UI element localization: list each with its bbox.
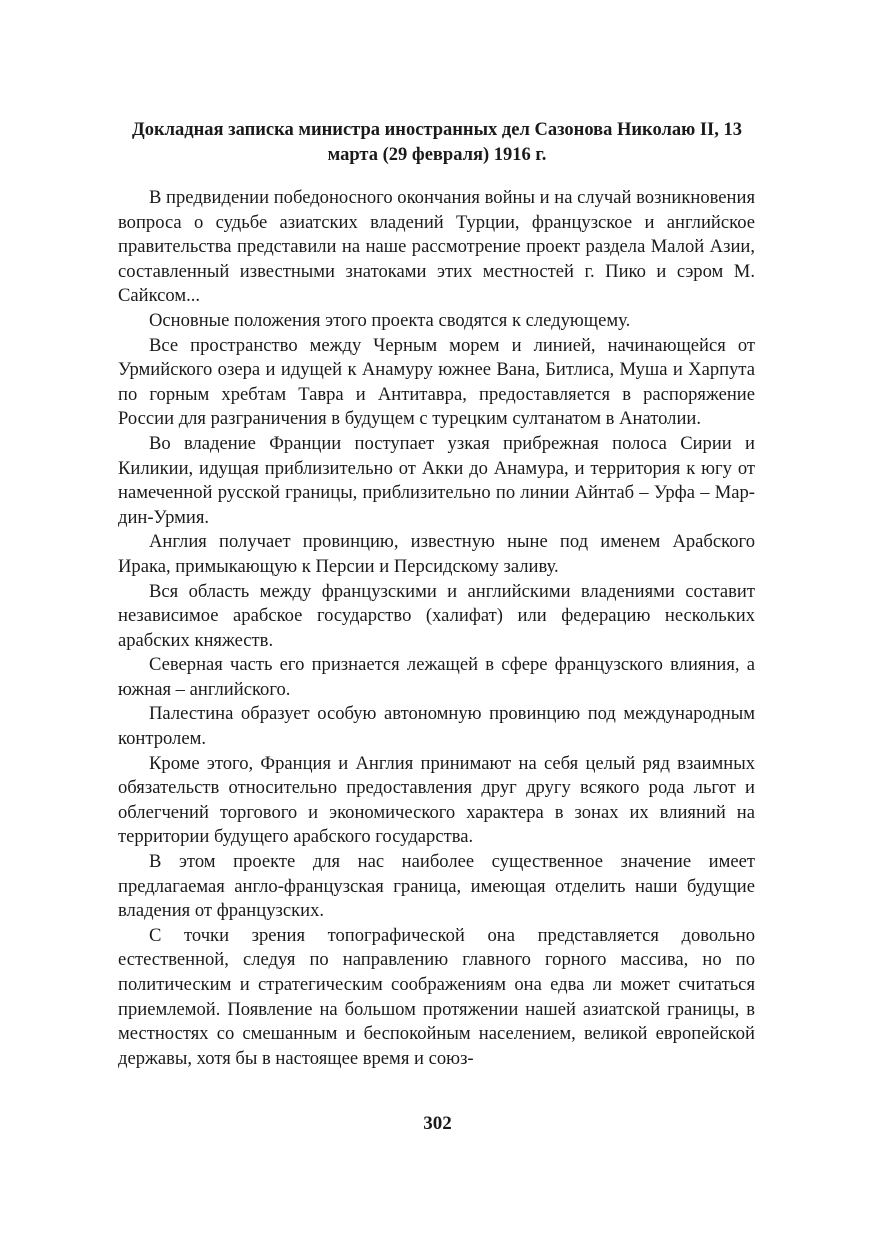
paragraph: В предвидении победоносного окончания войны и на случай возникновения вопроса о судьбе азиатских владений Турции, французское и английское правительства представили на наше рассмотрение проект раздела Малой Азии, составленный известными знатоками этих местностей г. Пико и сэром М. Сайксом... xyxy=(118,187,755,307)
paragraph: Палестина образует особую автономную провинцию под международным контролем. xyxy=(118,703,755,750)
paragraph: Кроме этого, Франция и Англия принимают на себя целый ряд взаимных обязательств относительно предоставления друг другу всякого рода льгот и облегчений торгового и экономического характера в зонах их влияний на территории будущего арабского государства. xyxy=(118,752,755,848)
paragraph: В этом проекте для нас наиболее существенное значение имеет предлагаемая англо-французская граница, имеющая отделить наши будущие владения от французских. xyxy=(118,851,755,922)
paragraph: Основные положения этого проекта сводятся к следующему. xyxy=(149,309,631,331)
page-number: 302 xyxy=(423,1113,452,1134)
paragraph: С точки зрения топографической она представляется довольно естественной, следуя по направлению главного горного массива, но по политическим и стратегическим соображениям она едва ли может считаться приемлемой. Появление на большом протяжении нашей азиатской границы, в местностях со смешанным и беспокойным населением, великой европейской державы, хотя бы в настоящее время и союз- xyxy=(118,924,755,1069)
document-title: Докладная записка министра иностранных дел Сазонова Николаю II, 13 марта (29 февраля) 1916 г. xyxy=(131,120,742,165)
paragraph: Англия получает провинцию, известную ныне под именем Арабского Ирака, примыкающую к Персии и Персидскому заливу. xyxy=(118,531,755,577)
paragraph: Во владение Франции поступает узкая прибрежная полоса Сирии и Киликии, идущая приблизительно от Акки до Анамура, и территория к югу от намеченной русской границы, приблизительно по линии Айнтаб – Урфа – Мар-дин-Урмия. xyxy=(118,432,755,528)
document-body xyxy=(118,186,755,1071)
paragraph: Вся область между французскими и английскими владениями составит независимое арабское государство (халифат) или федерацию нескольких арабских княжеств. xyxy=(118,580,755,651)
paragraph: Северная часть его признается лежащей в сфере французского влияния, а южная – английского. xyxy=(118,654,755,700)
paragraph: Все пространство между Черным морем и линией, начинающейся от Урмийского озера и идущей к Анамуру южнее Вана, Битлиса, Муша и Харпута по горным хребтам Тавра и Антитавра, предоставляется в распоряжение России для разграничения в будущем с турецким султанатом в Анатолии. xyxy=(118,334,755,430)
